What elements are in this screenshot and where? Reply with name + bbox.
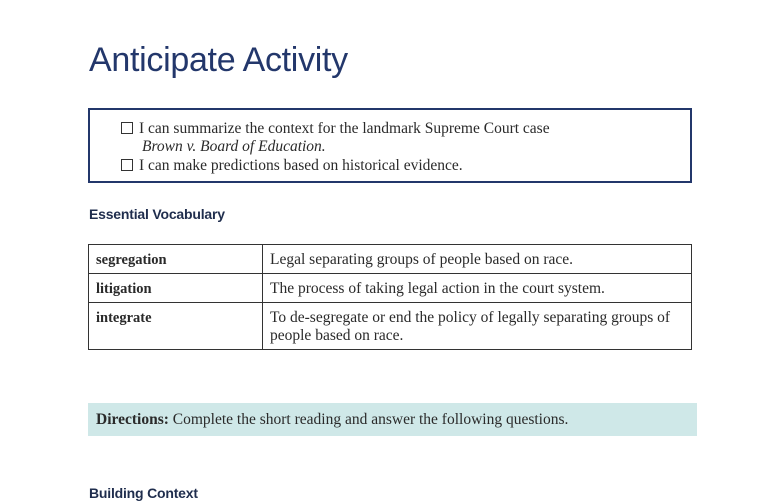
table-row xyxy=(89,245,692,274)
vocab-definition: Legal separating groups of people based on race. xyxy=(263,245,692,274)
vocab-term: integrate xyxy=(89,303,263,350)
checkbox-icon[interactable] xyxy=(121,159,133,171)
objective-text: I can make predictions based on historical evidence. xyxy=(139,157,463,174)
page-title: Anticipate Activity xyxy=(89,41,348,79)
learning-objectives-box xyxy=(88,108,692,183)
objective-item xyxy=(121,157,463,175)
vocab-definition: The process of taking legal action in the court system. xyxy=(263,274,692,303)
objective-text: I can summarize the context for the landmark Supreme Court case xyxy=(139,120,550,137)
directions-banner xyxy=(88,403,697,436)
building-context-heading: Building Context xyxy=(89,485,198,501)
vocab-term: segregation xyxy=(89,245,263,274)
vocab-definition: To de-segregate or end the policy of legally separating groups of people based on race. xyxy=(263,303,692,350)
vocabulary-table xyxy=(88,244,692,350)
directions-text: Complete the short reading and answer the following questions. xyxy=(168,411,569,428)
directions-label: Directions: xyxy=(96,411,169,428)
table-row xyxy=(89,303,692,350)
vocab-term: litigation xyxy=(89,274,263,303)
objective-item xyxy=(121,120,550,138)
vocabulary-heading: Essential Vocabulary xyxy=(89,206,225,222)
table-row xyxy=(89,274,692,303)
checkbox-icon[interactable] xyxy=(121,122,133,134)
objective-continuation: Brown v. Board of Education. xyxy=(142,138,326,155)
